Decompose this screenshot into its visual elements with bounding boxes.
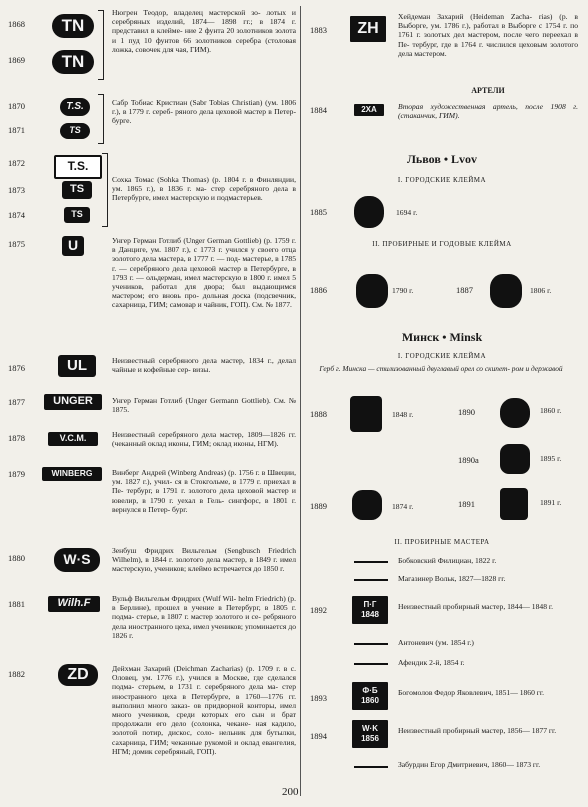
entry-text: Афендик 2-й, 1854 г. — [398, 658, 465, 667]
entry-text: Нюгрен Теодор, владелец мастерской зо- лотых и серебряных изделий, 1874— 1898 гг.; в 1874 г. представил в клейме- ние 2 фунта 20 золотников золота и 1 пуд 10 фунтов 66 золотников серебра (столовая ложка, совочек для чая, ГИМ). — [112, 8, 296, 54]
entry-text: Винберг Андрей (Winberg Andreas) (р. 1756 г. в Швеции, ум. 1827 г.), учил- ся в Стокгольме, в 1779 г. приехал в Пе- тербург, в 1791 г. золотого дела цеховой мастер и ювелир, в 1790 г. уехал в Гель- сингфорс, в 1801 г. вернулся в Петер- бург. — [112, 468, 296, 514]
year-label: 1869 — [8, 55, 25, 65]
entry-text: Сохка Томас (Sohka Thomas) (р. 1804 г. в Финляндии, ум. 1865 г.), в 1836 г. ма- стер серебряного дела в Петербурге, имел мастерскую и подмастерьев. — [112, 175, 296, 203]
hallmark: TS — [62, 181, 92, 199]
year-label: 1886 — [310, 285, 327, 295]
hallmark: W·S — [54, 548, 100, 572]
date-label: 1790 г. — [392, 286, 414, 295]
entry-text: Унгер Герман Готлиб (Unger Germann Gottlieb). См. № 1875. — [112, 396, 296, 415]
year-label: 1873 — [8, 185, 25, 195]
hallmark: TN — [52, 14, 94, 38]
entry-1884 — [302, 98, 582, 128]
date-label: 1694 г. — [396, 208, 418, 217]
bracket — [98, 10, 104, 80]
entry-1894 — [302, 720, 582, 754]
entry-1887 — [442, 270, 582, 310]
entry-1876 — [8, 352, 298, 388]
hallmark: V.C.M. — [48, 432, 98, 446]
year-label: 1876 — [8, 363, 25, 373]
date-label: 1848 г. — [392, 410, 414, 419]
entry-1879 — [8, 464, 298, 536]
section-heading: II. ПРОБИРНЫЕ МАСТЕРА — [394, 538, 490, 546]
hallmark: ZD — [58, 664, 98, 686]
blank-mark-line — [354, 663, 388, 665]
city-heading-minsk: Минск • Minsk — [401, 330, 483, 344]
hallmark: W·K 1856 — [352, 720, 388, 748]
hallmark: TS — [60, 123, 90, 139]
entry-1891 — [442, 486, 582, 526]
entry-text: Вульф Вильгельм Фридрих (Wulf Wil- helm Friedrich) (р. в Берлине), прошел в учение в Петербург, в 1805 г. подма- стерье, в 1807 г. мастер золотого и се- ребряного дела иностранного цеха, имел учеников; упоминается до 1826 г. — [112, 594, 296, 640]
eagle-shield-icon — [500, 398, 530, 428]
section-heading: АРТЕЛИ — [471, 86, 505, 95]
hallmark: UL — [58, 355, 96, 377]
date-label: 1895 г. — [540, 454, 562, 463]
year-label: 1891 — [458, 499, 475, 509]
year-label: 1872 — [8, 158, 25, 168]
date-label: 1874 г. — [392, 502, 414, 511]
lion-shield-icon — [354, 196, 384, 228]
master-row — [302, 574, 582, 588]
master-row — [302, 556, 582, 570]
entry-text: Неизвестный серебряного дела мастер, 1834 г., делал чайные и кофейные сер- визы. — [112, 356, 296, 375]
hallmark: П·Г 1848 — [352, 596, 388, 624]
year-label: 1888 — [310, 409, 327, 419]
eagle-round-icon — [352, 490, 382, 520]
hallmark: U — [62, 236, 84, 256]
blank-mark-line — [354, 766, 388, 768]
entry-text: Унгер Герман Готлиб (Unger German Gottlieb) (р. 1759 г. в Данциге, ум. 1807 г.), с 1773 г. учился у своего отца золотого дела мастера, в 1777 г. — под- мастерье, в 1785 г. — серебряного дела цеховой мастер в Петербурге, в 1793 г. — ольдерман, имел мастерскую в 1800 г. имел 5 учеников, работал для двора; был выдающимся мастером; его вновь про- дольная доска (подсвечник, сахарница, ГИМ; самовар и чайник, ГОП). См. № 1877. — [112, 236, 296, 310]
bracket — [102, 153, 108, 227]
entry-1881 — [8, 594, 298, 660]
year-label: 1870 — [8, 101, 25, 111]
blank-mark-line — [354, 561, 388, 563]
entry-text: Вторая художественная артель, после 1908 г. (стаканчик, ГИМ). — [398, 102, 578, 121]
blank-mark-line — [354, 579, 388, 581]
entry-text: Сабр Тобиас Кристиан (Sabr Tobias Christian) (ум. 1806 г.), в 1779 г. сереб- ряного дела цеховой мастер в Петер- бурге. — [112, 98, 296, 126]
entry-1890 — [442, 392, 582, 432]
year-label: 1868 — [8, 19, 25, 29]
hallmark: ZH — [350, 16, 386, 42]
entry-text: Антоневич (ум. 1854 г.) — [398, 638, 474, 647]
hallmark: UNGER — [44, 394, 102, 410]
year-label: 1885 — [310, 207, 327, 217]
year-label: 1874 — [8, 210, 25, 220]
entry-text: Магазинер Вольк, 1827—1828 гг. — [398, 574, 506, 583]
bracket — [98, 94, 104, 144]
year-label: 1882 — [8, 669, 25, 679]
year-label: 1884 — [310, 105, 327, 115]
master-row — [302, 760, 582, 782]
entry-text: Зенбуш Фридрих Вильгельм (Sengbusch Friedrich Wilhelm), в 1844 г. золотого дела мастер, в 1849 г. имел мастерскую, учеников; клеймо встречается до 1850 г. — [112, 546, 296, 574]
eagle-shield-icon — [500, 444, 530, 474]
column-divider — [300, 6, 301, 796]
entry-1870 — [8, 92, 298, 148]
entry-1877 — [8, 392, 298, 422]
year-label: 1881 — [8, 599, 25, 609]
entry-text: Неизвестный пробирный мастер, 1856— 1877 гг. — [398, 726, 557, 735]
section-heading: I. ГОРОДСКИЕ КЛЕЙМА — [397, 352, 487, 360]
coat-of-arms-description: Герб г. Минска — стилизованный двуглавый орел со скипет- ром и державой — [319, 364, 563, 373]
entry-1892 — [302, 596, 582, 630]
eagle-shield-icon — [350, 396, 382, 432]
year-label: 1871 — [8, 125, 25, 135]
master-row — [302, 638, 582, 652]
hallmark: 2ХА — [354, 104, 384, 116]
entry-text: Дейхман Захарий (Deichman Zacharias) (р. 1709 г. в с. Оловец, ум. 1776 г.), учился в Москве, где сделался подма- стерьем, в 1731 г. серебряного дела ма- стер иностранного цеха в Петербурге, в 1760—1776 гг. выполнил много заказ- ов придворной конторы, имел много учеников, среди которых его сын и брат продолжали его дело (солонка, чекане- ная кадило, золотой потир, дискос, соло- нельник для бутылки, сахарница, ГИМ; чеканные рукомой и оклад евангелия, НГМ; домик серебряный, ГОП). — [112, 664, 296, 756]
entry-text: Бобковский Филициан, 1822 г. — [398, 556, 497, 565]
year-label: 1883 — [310, 25, 327, 35]
entry-1893 — [302, 682, 582, 716]
page-number: 200 — [282, 786, 299, 798]
hallmark: TS — [64, 207, 90, 223]
year-label: 1879 — [8, 469, 25, 479]
entry-text: Забурдин Егор Дмитриевич, 1860— 1873 гг. — [398, 760, 541, 769]
date-label: 1806 г. — [530, 286, 552, 295]
city-heading-lvov: Львов • Lvov — [406, 152, 478, 166]
entry-1889 — [302, 486, 442, 526]
date-label: 1891 г. — [540, 498, 562, 507]
year-label: 1893 — [310, 693, 327, 703]
entry-1886 — [302, 270, 442, 310]
year-label: 1889 — [310, 501, 327, 511]
year-label: 1892 — [310, 605, 327, 615]
entry-1885 — [302, 194, 582, 230]
hallmark: Ф·Б 1860 — [352, 682, 388, 710]
year-label: 1890а — [458, 455, 479, 465]
blank-mark-line — [354, 643, 388, 645]
entry-1878 — [8, 426, 298, 460]
date-label: 1860 г. — [540, 406, 562, 415]
section-heading: II. ПРОБИРНЫЕ И ГОДОВЫЕ КЛЕЙМА — [372, 240, 512, 248]
year-label: 1877 — [8, 397, 25, 407]
assay-year-mark-icon — [356, 274, 388, 308]
assay-year-mark-icon — [490, 274, 522, 308]
entry-1888 — [302, 392, 442, 436]
year-label: 1875 — [8, 239, 25, 249]
entry-1868 — [8, 8, 298, 86]
hallmark: Wilh.F — [48, 596, 100, 612]
hallmark: T.S. — [54, 155, 102, 179]
master-row — [302, 658, 582, 672]
entry-text: Богомолов Федор Яковлевич, 1851— 1860 гг. — [398, 688, 545, 697]
entry-text: Неизвестный пробирный мастер, 1844— 1848 г. — [398, 602, 554, 611]
hallmark: WINBERG — [42, 467, 102, 481]
entry-text: Неизвестный серебряного дела мастер, 1809—1826 гг. (чеканный оклад иконы, ГИМ; оклад иконы, НГМ). — [112, 430, 296, 449]
striped-shield-icon — [500, 488, 528, 520]
section-heading: I. ГОРОДСКИЕ КЛЕЙМА — [397, 176, 487, 184]
hallmark: TN — [52, 50, 94, 74]
year-label: 1890 — [458, 407, 475, 417]
entry-1875 — [8, 236, 298, 346]
entry-1872 — [8, 151, 298, 231]
entry-1883 — [302, 8, 582, 70]
entry-text: Хейдеман Захарий (Heideman Zacha- rias) (р. в Выборге, ум. 1786 г.), работал в Выборге с 1754 г. по 1761 г. золотых дел мастером, после чего переехал в Пе- тербург, где в 1764 г. числился цеховым золотого дела мастером. — [398, 12, 578, 58]
year-label: 1894 — [310, 731, 327, 741]
year-label: 1887 — [456, 285, 473, 295]
entry-1882 — [8, 664, 298, 794]
entry-1890a — [442, 440, 582, 480]
hallmark: T.S. — [60, 98, 90, 116]
entry-1880 — [8, 542, 298, 590]
year-label: 1878 — [8, 433, 25, 443]
year-label: 1880 — [8, 553, 25, 563]
